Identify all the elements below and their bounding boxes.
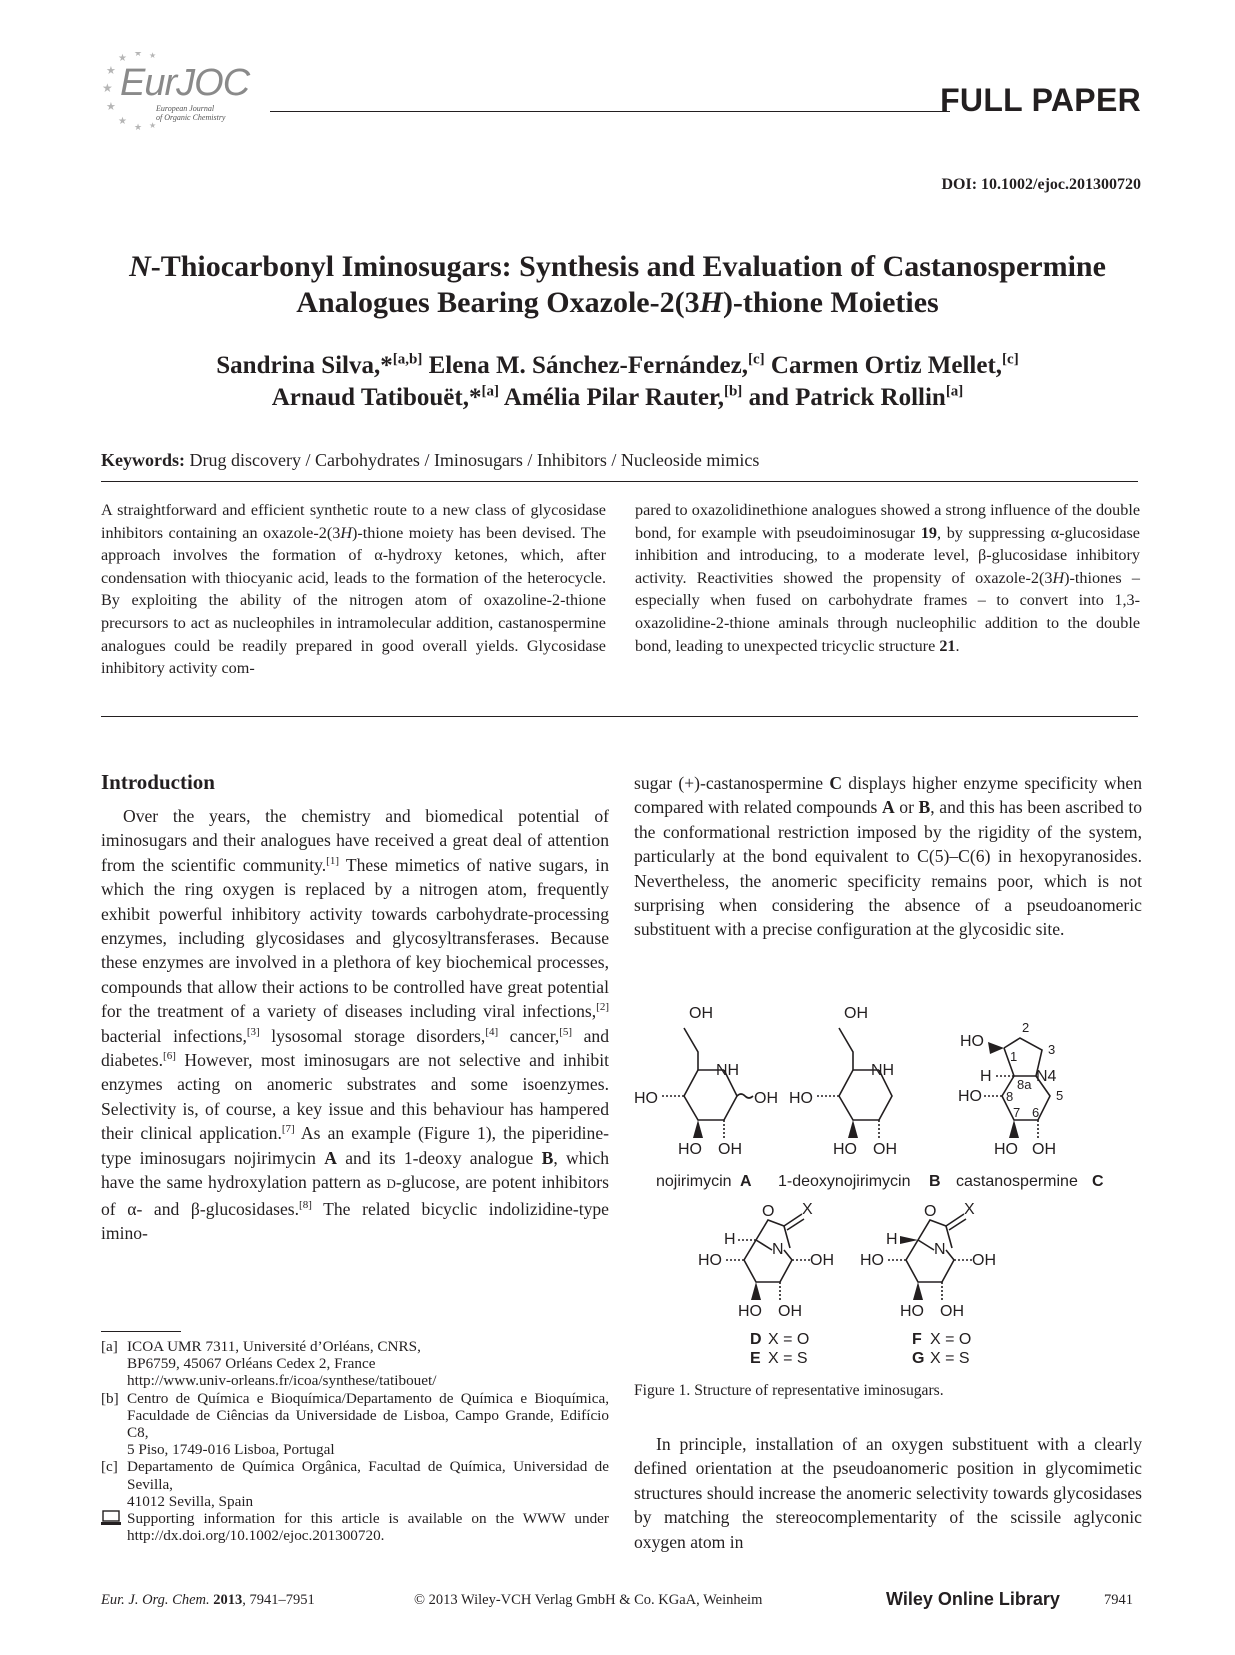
footnote-text: 5 Piso, 1749-016 Lisboa, Portugal xyxy=(127,1441,335,1459)
keywords-list: Drug discovery / Carbohydrates / Iminosugars / Inhibitors / Nucleoside mimics xyxy=(189,450,760,470)
abstract-italic: H xyxy=(1052,568,1065,587)
footnote-text: Centro de Química e Bioquímica/Departamento de Química e Bioquímica, Faculdade de Ciências da Universidade de Lisboa, Campo Grande, Edifício C8, xyxy=(127,1389,609,1442)
atom-label: HO xyxy=(634,1090,658,1107)
journal-logo xyxy=(98,52,268,132)
compound-name: castanospermine xyxy=(956,1173,1078,1190)
abstract-text: A straightforward and efficient synthetic route to a new class of glycosidase inhibitors containing an oxazole-2(3 xyxy=(101,501,606,542)
locant: 8a xyxy=(1017,1077,1032,1092)
logo-wordmark: EurJOC xyxy=(120,62,250,104)
locant: 8 xyxy=(1006,1089,1014,1104)
compound-letter: A xyxy=(740,1173,752,1190)
svg-text:★: ★ xyxy=(149,52,157,60)
svg-text:★: ★ xyxy=(106,101,116,113)
footnote-text: ICOA UMR 7311, Université d’Orléans, CNRS, xyxy=(127,1338,421,1355)
author-name: and Patrick Rollin xyxy=(748,384,946,411)
footnote-text: 41012 Sevilla, Spain xyxy=(127,1492,254,1510)
body-text: and diabetes. xyxy=(101,1025,609,1071)
title-line-2a: Analogues Bearing Oxazole-2(3 xyxy=(296,286,700,319)
locant: 6 xyxy=(1032,1105,1040,1120)
title-line-1: -Thiocarbonyl Iminosugars: Synthesis and Evaluation of Castanospermine xyxy=(150,250,1106,283)
logo-subtitle-1: European Journal xyxy=(156,104,215,113)
footer-copyright: © 2013 Wiley-VCH Verlag GmbH & Co. KGaA, Weinheim xyxy=(414,1592,763,1608)
svg-text:★: ★ xyxy=(118,116,127,127)
structure-castanospermine xyxy=(956,1020,1104,1190)
section-label: FULL PAPER xyxy=(940,82,1141,118)
substituent-definition: X = O xyxy=(930,1331,972,1348)
atom-label: N4 xyxy=(1036,1068,1057,1085)
footnote-supporting-info xyxy=(101,1510,609,1544)
atom-label: O xyxy=(924,1203,937,1220)
small-caps-d: D xyxy=(386,1176,396,1192)
substituent-definition: X = S xyxy=(930,1350,970,1367)
compound-ref: A xyxy=(324,1147,337,1168)
compound-letter: F xyxy=(912,1331,922,1348)
svg-text:★: ★ xyxy=(134,52,143,58)
footnote-a xyxy=(101,1338,609,1390)
compound-ref: A xyxy=(881,797,895,818)
footnote-marker: [c] xyxy=(101,1458,118,1476)
body-text: cancer, xyxy=(498,1025,560,1046)
svg-text:★: ★ xyxy=(118,53,127,64)
atom-label: OH xyxy=(844,1005,868,1022)
atom-label: NH xyxy=(716,1062,740,1079)
abstract-text: . xyxy=(955,636,960,655)
atom-label: HO xyxy=(678,1141,702,1158)
body-text: As an example (Figure 1), the piperidine-type iminosugars nojirimycin xyxy=(101,1123,609,1168)
author-name: Sandrina Silva,* xyxy=(216,352,393,379)
atom-label: HO xyxy=(958,1088,982,1105)
title-line-2-italic: H xyxy=(699,286,723,319)
footer-wiley-online-library[interactable]: Wiley Online Library xyxy=(886,1589,1060,1609)
author-affiliation: [c] xyxy=(1002,351,1019,368)
author-affiliation: [a] xyxy=(945,383,964,400)
locant: 1 xyxy=(1010,1049,1018,1064)
atom-label: OH xyxy=(873,1141,897,1158)
atom-label: OH xyxy=(778,1303,802,1320)
citation[interactable]: [7] xyxy=(281,1123,295,1136)
supporting-info-text[interactable]: Supporting information for this article is available on the WWW under http://dx.doi.org/10.1002/ejoc.201300720. xyxy=(127,1510,609,1545)
footnote-rule xyxy=(101,1331,181,1332)
body-text: lysosomal storage disorders, xyxy=(259,1025,486,1046)
svg-text:★: ★ xyxy=(134,122,143,132)
atom-label: NH xyxy=(871,1062,895,1079)
compound-letter: D xyxy=(750,1331,762,1348)
section-heading-introduction: Introduction xyxy=(101,770,215,794)
keywords xyxy=(101,450,759,471)
atom-label: OH xyxy=(754,1090,778,1107)
citation[interactable]: [5] xyxy=(559,1025,573,1038)
figure-1 xyxy=(634,988,1142,1368)
intro-paragraph-2: In principle, installation of an oxygen substituent with a clearly defined orientation at the pseudoanomeric position in glycomimetic structures should increase the anomeric selectivity towards glycosidases by matching the stereocomplementarity of the scissile aglyconic oxygen atom in xyxy=(634,1434,1142,1552)
substituent-definition: X = O xyxy=(768,1331,810,1348)
compound-letter: C xyxy=(1092,1173,1104,1190)
abstract-text: )-thione moiety has been devised. The approach involves the formation of α-hydroxy ketones, which, after condensation with thiocyanic acid, leads to the formation of the heterocycle. By exploiting the ability of the nitrogen atom of oxazoline-2-thione precursors to act as nucleophiles in intramolecular addition, castanospermine analogues could be readily prepared in good overall yields. Glycosidase inhibitory activity com- xyxy=(101,523,606,678)
atom-label: X xyxy=(964,1201,975,1218)
body-text: , and this has been ascribed to the conformational restriction imposed by the rigidity of the system, particularly at the bond equivalent to C(5)–C(6) in hexopyranosides. Nevertheless, the anomeric specificity remains poor, which is not surprising when considering the absence of a pseudoanomeric substituent with a precise configuration at the glycosidic site. xyxy=(634,797,1143,940)
intro-paragraph-1 xyxy=(101,804,609,1245)
abstract-right-column xyxy=(635,499,1140,657)
atom-label: OH xyxy=(940,1303,964,1320)
body-text: -glucose, are potent inhibitors of α- and β-glucosidases. xyxy=(101,1172,609,1219)
compound-letter: G xyxy=(912,1350,925,1367)
page-number: 7941 xyxy=(1104,1592,1133,1608)
doi[interactable]: DOI: 10.1002/ejoc.201300720 xyxy=(941,176,1141,193)
structure-f-g xyxy=(860,1201,996,1367)
citation[interactable]: [6] xyxy=(163,1050,176,1063)
footnote-c xyxy=(101,1458,609,1510)
compound-letter: B xyxy=(929,1173,941,1190)
footnote-text: Departamento de Química Orgânica, Facultad de Química, Universidad de Sevilla, xyxy=(127,1458,609,1493)
atom-label: H xyxy=(980,1068,992,1085)
title-line-2b: )-thione Moieties xyxy=(722,286,939,319)
atom-label: HO xyxy=(833,1141,857,1158)
atom-label: OH xyxy=(689,1005,713,1022)
citation[interactable]: [3] xyxy=(246,1025,260,1038)
compound-ref: B xyxy=(918,797,931,818)
citation[interactable]: [2] xyxy=(596,1001,609,1014)
body-text: The related bicyclic indolizidine-type imino- xyxy=(101,1198,609,1243)
atom-label: OH xyxy=(810,1252,834,1269)
compound-ref: C xyxy=(829,773,843,793)
abstract-text: )-thiones – especially when fused on carbohydrate frames – to convert into 1,3-oxazolidine-2-thione aminals through nucleophilic addition to the double bond, leading to unexpected tricyclic structure xyxy=(635,568,1140,655)
atom-label: HO xyxy=(698,1252,722,1269)
compound-letter: E xyxy=(750,1350,761,1367)
body-text: These mimetics of native sugars, in which the ring oxygen is replaced by a nitrogen atom, frequently exhibit powerful inhibitory activity towards carbohydrate-processing enzymes, including glycosidases and glycosyltransferases. Because these enzymes are involved in a plethora of key biochemical processes, compounds that allow their actions to be controlled have great potential for the treatment of a variety of diseases including viral infections, xyxy=(101,854,609,1022)
body-text: bacterial infections, xyxy=(101,1025,247,1046)
author-name: Elena M. Sánchez-Fernández, xyxy=(428,352,748,379)
atom-label: OH xyxy=(1032,1141,1056,1158)
svg-text:★: ★ xyxy=(149,121,157,130)
citation[interactable]: [1] xyxy=(326,854,339,867)
logo-subtitle-2: of Organic Chemistry xyxy=(156,113,226,122)
atom-label: O xyxy=(762,1203,775,1220)
journal-year: 2013 xyxy=(213,1592,243,1608)
author-name: Carmen Ortiz Mellet, xyxy=(770,352,1003,379)
body-text: displays higher enzyme specificity when compared with related compounds xyxy=(634,773,1142,818)
compound-name: 1-deoxynojirimycin xyxy=(778,1173,911,1190)
author-affiliation: [c] xyxy=(748,351,765,368)
footnote-marker: [a] xyxy=(101,1338,118,1355)
footer-citation xyxy=(101,1592,315,1609)
computer-icon xyxy=(101,1510,121,1526)
abstract-rule xyxy=(101,716,1138,717)
footnote-text: BP6759, 45067 Orléans Cedex 2, France xyxy=(127,1355,376,1373)
locant: 7 xyxy=(1013,1105,1021,1120)
footnote-url[interactable]: http://www.univ-orleans.fr/icoa/synthese/tatibouet/ xyxy=(127,1372,437,1390)
intro-paragraph-1-continued xyxy=(634,771,1142,942)
locant: 3 xyxy=(1048,1042,1056,1057)
journal-abbrev: Eur. J. Org. Chem. xyxy=(101,1592,210,1608)
substituent-definition: X = S xyxy=(768,1350,808,1367)
atom-label: HO xyxy=(994,1141,1018,1158)
svg-text:★: ★ xyxy=(106,65,116,77)
body-text: sugar (+)-castanospermine xyxy=(634,773,830,793)
affiliation-footnotes xyxy=(101,1338,609,1544)
locant: 5 xyxy=(1056,1088,1064,1103)
author-name: Amélia Pilar Rauter, xyxy=(503,384,724,411)
body-text: and its 1-deoxy analogue xyxy=(336,1147,542,1168)
author-list xyxy=(100,350,1135,414)
article-title xyxy=(100,249,1135,321)
abstract-italic: H xyxy=(340,523,353,542)
title-italic-n: N xyxy=(129,250,151,283)
atom-label: HO xyxy=(789,1090,813,1107)
body-text: or xyxy=(894,797,919,818)
abstract-text: pared to oxazolidinethione analogues showed a strong influence of the double bond, for example with pseudoiminosugar xyxy=(635,501,1140,542)
atom-label: HO xyxy=(860,1252,884,1269)
structure-deoxynojirimycin xyxy=(778,1005,941,1190)
compound-ref: 19 xyxy=(920,523,937,542)
atom-label: HO xyxy=(738,1303,762,1320)
author-affiliation: [a] xyxy=(481,383,499,400)
journal-pages: , 7941–7951 xyxy=(242,1592,315,1608)
structure-nojirimycin xyxy=(634,1005,778,1190)
body-text: , which have the same hydroxylation pattern as xyxy=(101,1147,609,1193)
atom-label: HO xyxy=(900,1303,924,1320)
citation[interactable]: [4] xyxy=(485,1025,499,1038)
keywords-rule xyxy=(101,481,1138,482)
compound-ref: B xyxy=(541,1147,554,1168)
structure-d-e xyxy=(698,1201,834,1367)
compound-name: nojirimycin xyxy=(656,1173,732,1190)
figure-caption: Figure 1. Structure of representative iminosugars. xyxy=(634,1382,944,1399)
locant: 2 xyxy=(1022,1020,1030,1035)
header-rule xyxy=(270,111,950,112)
body-text: Over the years, the chemistry and biomedical potential of iminosugars and their analogues have received a great deal of attention from the scientific community. xyxy=(101,806,609,875)
atom-label: N xyxy=(772,1241,784,1258)
author-name: Arnaud Tatibouët,* xyxy=(271,384,482,411)
body-text: However, most iminosugars are not selective and inhibit enzymes acting on anomeric substrates and some isoenzymes. Selectivity is, of course, a key issue and this behaviour has hampered their clinical application. xyxy=(101,1050,609,1144)
atom-label: H xyxy=(724,1231,736,1248)
abstract-left-column xyxy=(101,499,606,680)
atom-label: OH xyxy=(972,1252,996,1269)
citation[interactable]: [8] xyxy=(299,1198,312,1211)
abstract-text: , by suppressing α-glucosidase inhibition and introducing, to a moderate level, β-glucosidase inhibitory activity. Reactivities showed the propensity of oxazole-2(3 xyxy=(635,523,1140,587)
atom-label: HO xyxy=(960,1033,984,1050)
author-affiliation: [a,b] xyxy=(392,351,423,368)
compound-ref: 21 xyxy=(939,636,956,655)
atom-label: OH xyxy=(718,1141,742,1158)
footnote-marker: [b] xyxy=(101,1389,119,1407)
keywords-label: Keywords: xyxy=(101,450,185,470)
atom-label: N xyxy=(934,1241,946,1258)
svg-text:★: ★ xyxy=(102,81,113,95)
atom-label: X xyxy=(802,1201,813,1218)
atom-label: H xyxy=(886,1231,898,1248)
footnote-b xyxy=(101,1390,609,1459)
author-affiliation: [b] xyxy=(723,383,743,400)
